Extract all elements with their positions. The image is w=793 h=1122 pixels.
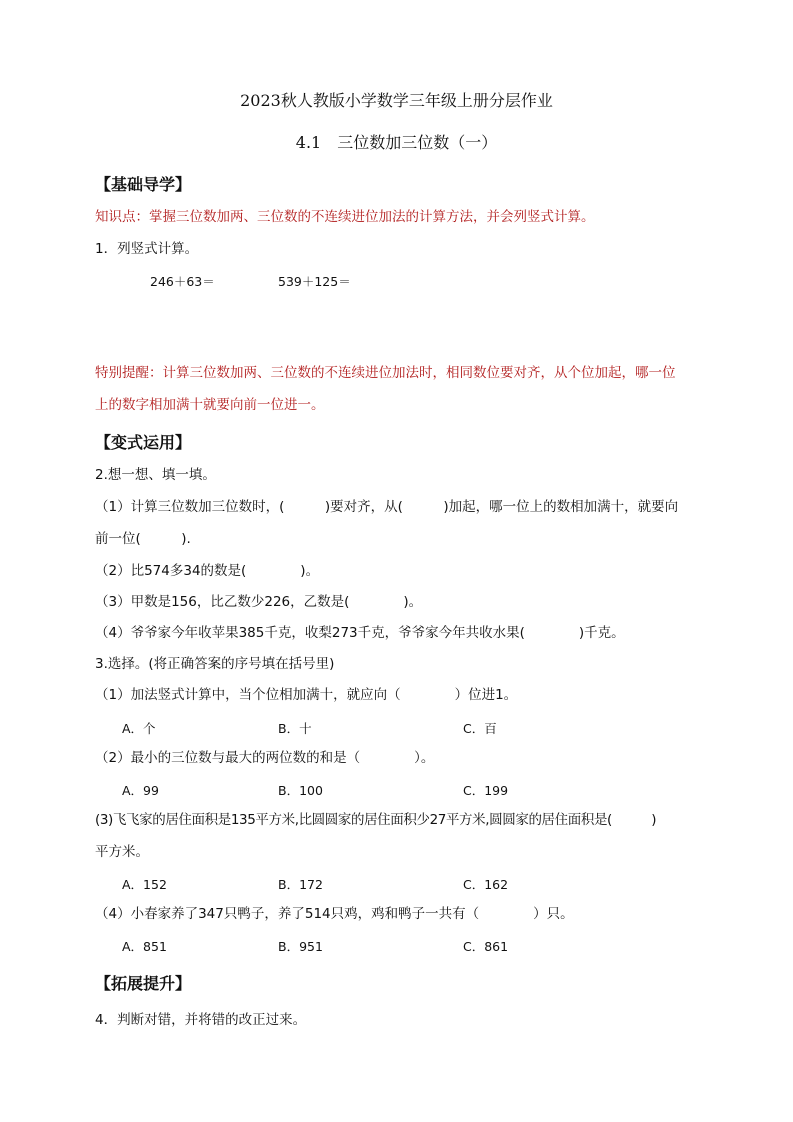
option-b: B．100 <box>278 783 323 798</box>
question-3-sub-3-line-1: (3)飞飞家的居住面积是135平方米,比圆圆家的居住面积少27平方米,圆圆家的居住面积是( ) <box>95 812 657 828</box>
lesson-subtitle: 4.1 三位数加三位数（一） <box>295 133 498 152</box>
question-2-item-1-line-2: 前一位( ). <box>95 531 191 547</box>
option-a: A．851 <box>122 939 167 954</box>
question-3-sub-1: （1）加法竖式计算中，当个位相加满十，就应向（ ）位进1。 <box>95 687 518 703</box>
question-2-item-4: （4）爷爷家今年收苹果385千克，收梨273千克，爷爷家今年共收水果( )千克。 <box>95 625 625 641</box>
question-3-sub-3-line-2: 平方米。 <box>95 844 149 860</box>
option-c: C．861 <box>463 939 509 954</box>
document-title: 2023秋人教版小学数学三年级上册分层作业 <box>240 91 553 110</box>
special-reminder-line-2: 上的数字相加满十就要向前一位进一。 <box>95 397 325 413</box>
section-heading-basic: 【基础导学】 <box>95 175 192 194</box>
section-heading-variation: 【变式运用】 <box>95 433 192 452</box>
question-3-sub-4: （4）小春家养了347只鸭子，养了514只鸡，鸡和鸭子一共有（ ）只。 <box>95 906 574 922</box>
question-2-stem: 2.想一想、填一填。 <box>95 467 216 483</box>
question-3-stem: 3.选择。(将正确答案的序号填在括号里) <box>95 656 335 672</box>
question-2-item-3: （3）甲数是156，比乙数少226，乙数是( )。 <box>95 594 423 610</box>
option-c: C．162 <box>463 877 509 892</box>
option-c: C．199 <box>463 783 509 798</box>
option-b: B．十 <box>278 721 312 736</box>
section-heading-extension: 【拓展提升】 <box>95 974 192 993</box>
question-4-stem: 4．判断对错，并将错的改正过来。 <box>95 1012 307 1028</box>
calc-problem-2: 539＋125＝ <box>278 274 351 289</box>
special-reminder-line-1: 特别提醒：计算三位数加两、三位数的不连续进位加法时，相同数位要对齐，从个位加起，哪一位 <box>95 365 676 381</box>
option-c: C．百 <box>463 721 497 736</box>
calc-problem-1: 246＋63＝ <box>150 274 215 289</box>
question-3-sub-2: （2）最小的三位数与最大的两位数的和是（ ）。 <box>95 750 435 766</box>
question-2-item-1-line-1: （1）计算三位数加三位数时，( )要对齐，从( )加起，哪一位上的数相加满十，就要向 <box>95 499 679 515</box>
option-b: B．172 <box>278 877 323 892</box>
option-a: A．个 <box>122 721 156 736</box>
option-b: B．951 <box>278 939 323 954</box>
knowledge-point: 知识点：掌握三位数加两、三位数的不连续进位加法的计算方法，并会列竖式计算。 <box>95 209 595 225</box>
question-1-stem: 1．列竖式计算。 <box>95 241 199 257</box>
question-2-item-2: （2）比574多34的数是( )。 <box>95 563 320 579</box>
option-a: A．99 <box>122 783 159 798</box>
option-a: A．152 <box>122 877 167 892</box>
